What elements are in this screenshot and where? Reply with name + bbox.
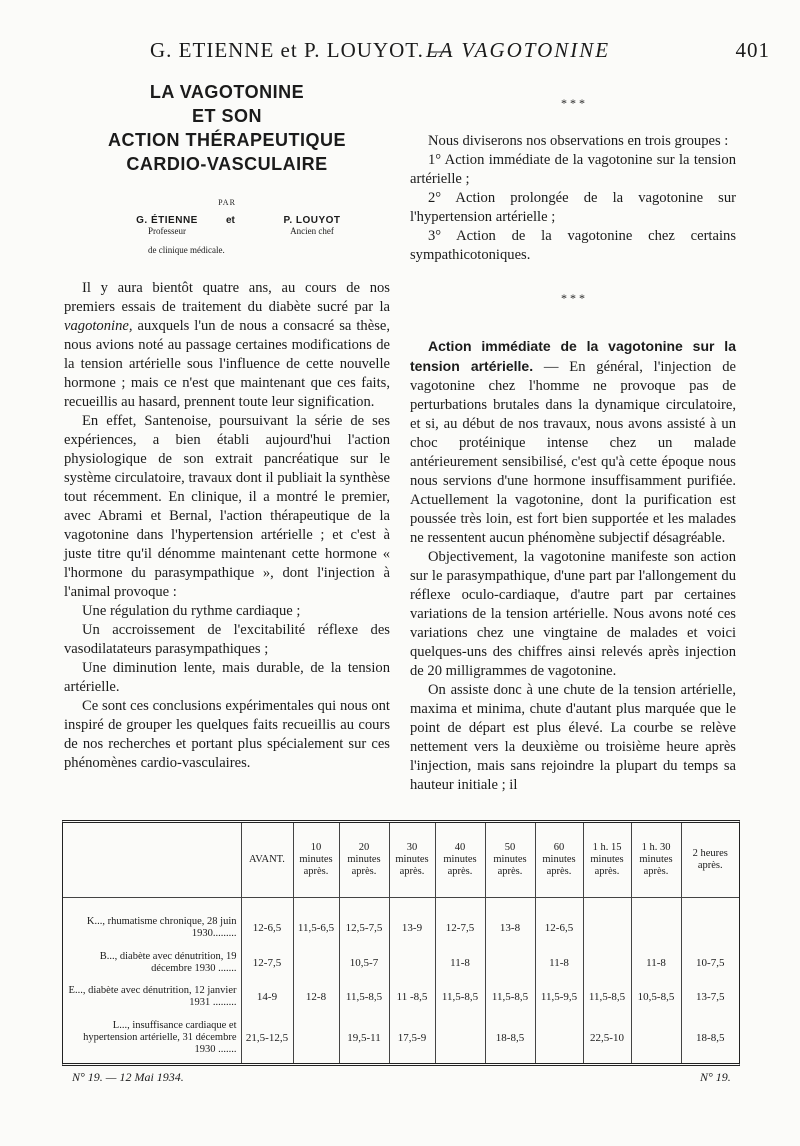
value-cell (389, 946, 435, 980)
section-1-text: — En général, l'injection de vagotonine chez l'homme ne provoque pas de perturbations brutales dans la dynamique circulatoire, et si, au début de nos travaux, nous avons assisté à un choc protéinique intense chez un malade antérieurement sensibilisé, c'est qu'à cette époque nous nous servions d'une hormone insuffisamment purifiée. Actuellement la vagotonine, dont la purification est poussée très loin, est fort bien supportée et les malades ne ressentent aucun phénomène subjectif désagréable. (410, 359, 736, 546)
value-cell: 11,5-8,5 (339, 980, 389, 1014)
value-cell: 11,5-8,5 (583, 980, 631, 1014)
title-line-1: LA VAGOTONINE (149, 82, 305, 102)
byline-par: PAR (218, 198, 236, 207)
paragraph-6: Ce sont ces conclusions expérimentales qui nous ont inspiré de grouper les quelques faits recueillis au cours de nos recherches et portant plus spécialement sur ces phénomènes cardio-vasculaires. (64, 698, 390, 771)
author-1 (112, 215, 222, 237)
header-cell: AVANT. (241, 823, 293, 898)
value-cell (293, 946, 339, 980)
value-cell: 12-8 (293, 980, 339, 1014)
value-cell: 11,5-8,5 (485, 980, 535, 1014)
group-3: 3° Action de la vagotonine chez certains sympathicotoniques. (410, 228, 736, 263)
value-cell: 19,5-11 (339, 1014, 389, 1063)
header-cell: 1 h. 15 minutes après. (583, 823, 631, 898)
author-2-role: Ancien chef (290, 226, 334, 236)
value-cell: 13-9 (389, 898, 435, 947)
value-cell: 12,5-7,5 (339, 898, 389, 947)
footer-issue-date: N° 19. — 12 Mai 1934. (72, 1070, 184, 1084)
value-cell (293, 1014, 339, 1063)
value-cell: 17,5-9 (389, 1014, 435, 1063)
table-row (63, 946, 739, 980)
author-2 (252, 215, 372, 237)
running-head-title: LA VAGOTONINE (426, 38, 611, 62)
value-cell (681, 898, 739, 947)
data-table (63, 823, 739, 1063)
value-cell: 21,5-12,5 (241, 1014, 293, 1063)
author-2-name: P. LOUYOT (283, 215, 341, 226)
value-cell (485, 946, 535, 980)
title-line-2: ET SON (191, 106, 262, 126)
value-cell: 11-8 (631, 946, 681, 980)
value-cell: 10,5-7 (339, 946, 389, 980)
p1-text-b: auxquels l'un de nous a consacré sa thèse, nous avions noté au passage certaines modifications de la tension artérielle sous l'influence de cette nouvelle hormone ; mais ce n'est que maintenant que ces faits, recueillis au hasard, prennent toute leur signification. (64, 318, 390, 410)
left-body (64, 279, 390, 773)
table-row (63, 980, 739, 1014)
asterism-1: * * * (561, 96, 585, 110)
value-cell: 18-8,5 (681, 1014, 739, 1063)
value-cell (631, 898, 681, 947)
header-cell: 2 heures après. (681, 823, 739, 898)
author-dept: de clinique médicale. (148, 245, 225, 255)
header-cell: 30 minutes après. (389, 823, 435, 898)
value-cell: 12-7,5 (435, 898, 485, 947)
value-cell: 11,5-6,5 (293, 898, 339, 947)
running-head (150, 38, 770, 68)
header-cell: 60 minutes après. (535, 823, 583, 898)
blood-pressure-table (62, 820, 740, 1066)
value-cell: 12-7,5 (241, 946, 293, 980)
paragraph-2: En effet, Santenoise, poursuivant la série de ses expériences, a bien établi aujourd'hui l'action physiologique de son extrait pancréatique sur le système circulatoire, travaux dont il publiait la synthèse tout récemment. En clinique, il a montré le premier, avec Abrami et Bernal, l'action thérapeutique de la vagotonine dans l'hypertension artérielle ; et c'est à juste titre qu'il dénomme maintenant cette hormone « l'hormone du parasympathique », dont l'injection à l'animal provoque : (64, 413, 390, 600)
paragraph-1 (64, 279, 390, 412)
left-column (64, 80, 390, 773)
value-cell: 11,5-9,5 (535, 980, 583, 1014)
value-cell: 12-6,5 (241, 898, 293, 947)
value-cell: 11-8 (535, 946, 583, 980)
p1-text-a: Il y aura bientôt quatre ans, au cours de nos premiers essais de traitement du diabète sucré par la (64, 280, 390, 315)
value-cell (583, 946, 631, 980)
header-cell (63, 823, 241, 898)
author-1-name: G. ÉTIENNE (136, 215, 198, 226)
paragraph-4: Un accroissement de l'excitabilité réflexe des vasodilatateurs parasympathiques ; (64, 622, 390, 657)
value-cell: 18-8,5 (485, 1014, 535, 1063)
patient-cell: K..., rhumatisme chronique, 28 juin 1930......... (86, 915, 237, 939)
value-cell: 10,5-8,5 (631, 980, 681, 1014)
byline (64, 215, 390, 259)
page-number: 401 (735, 38, 770, 62)
running-head-authors: G. ETIENNE et P. LOUYOT. — (150, 38, 453, 62)
group-2: 2° Action prolongée de la vagotonine sur l'hypertension artérielle ; (410, 190, 736, 225)
asterism-2: * * * (561, 291, 585, 305)
value-cell: 11-8 (435, 946, 485, 980)
value-cell: 11,5-8,5 (435, 980, 485, 1014)
byline-et: et (226, 215, 235, 226)
patient-cell: B..., diabète avec dénutrition, 19 décembre 1930 ....... (99, 951, 237, 975)
title-line-4: CARDIO-VASCULAIRE (126, 154, 328, 174)
header-cell: 1 h. 30 minutes après. (631, 823, 681, 898)
value-cell: 10-7,5 (681, 946, 739, 980)
title-line-3: ACTION THÉRAPEUTIQUE (107, 130, 346, 150)
table-row (63, 1014, 739, 1063)
value-cell (631, 1014, 681, 1063)
patient-cell: L..., insuffisance cardiaque et hypertension artérielle, 31 décembre 1930 ....... (83, 1020, 237, 1056)
right-column (410, 80, 736, 795)
footer-issue-number: N° 19. (700, 1070, 731, 1084)
value-cell: 11 -8,5 (389, 980, 435, 1014)
author-1-role: Professeur (148, 226, 186, 236)
patient-cell: E..., diabète avec dénutrition, 12 janvier 1931 ......... (68, 984, 237, 1008)
header-cell: 10 minutes après. (293, 823, 339, 898)
header-cell: 50 minutes après. (485, 823, 535, 898)
value-cell: 12-6,5 (535, 898, 583, 947)
table-row (63, 898, 739, 947)
groups-intro: Nous diviserons nos observations en trois groupes : (428, 133, 729, 149)
value-cell: 14-9 (241, 980, 293, 1014)
section-1-paragraph (410, 337, 736, 548)
header-cell: 20 minutes après. (339, 823, 389, 898)
section-3-paragraph: On assiste donc à une chute de la tension artérielle, maxima et minima, chute d'autant plus marquée que le point de départ est plus élevé. La courbe se relève nettement vers la deuxième ou troisième heure après l'injection, mais sans rejoindre la plupart du temps sa hauteur initiale ; il (410, 682, 736, 793)
p1-emphasis: vagotonine, (64, 318, 133, 334)
paragraph-5: Une diminution lente, mais durable, de la tension artérielle. (64, 660, 390, 695)
value-cell (435, 1014, 485, 1063)
value-cell: 22,5-10 (583, 1014, 631, 1063)
value-cell: 13-8 (485, 898, 535, 947)
section-2-paragraph: Objectivement, la vagotonine manifeste son action sur le parasympathique, d'une part par l'allongement du réflexe oculo-cardiaque, d'autre part par certaines variations de la tension artérielle. Nous avons noté ces variations chez une vingtaine de malades et voici quelques-uns des chiffres ainsi relevés après injection de 20 milligrammes de vagotonine. (410, 549, 736, 679)
section-heading: Action immédiate de la vagotonine sur la tension artérielle. (410, 338, 736, 374)
header-cell: 40 minutes après. (435, 823, 485, 898)
group-1: 1° Action immédiate de la vagotonine sur la tension artérielle ; (410, 152, 736, 187)
value-cell (583, 898, 631, 947)
article-title (64, 80, 390, 176)
table-header-row (63, 823, 739, 898)
paragraph-3: Une régulation du rythme cardiaque ; (82, 603, 301, 619)
value-cell: 13-7,5 (681, 980, 739, 1014)
value-cell (535, 1014, 583, 1063)
